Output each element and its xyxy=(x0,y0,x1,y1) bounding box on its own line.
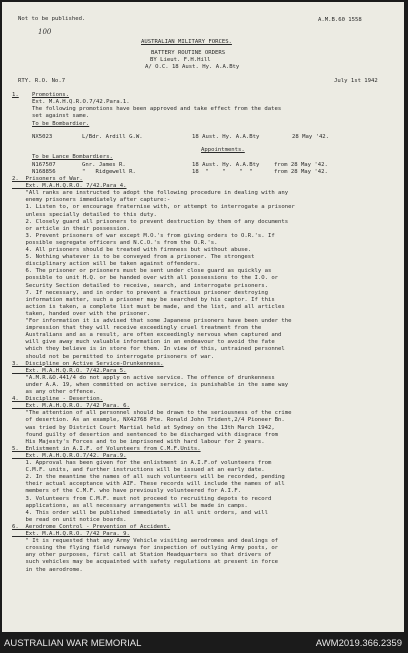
body-line: "For information it is advised that some Japanese prisoners have been under the xyxy=(12,318,292,324)
bombardier-heading: To be Bombardier. xyxy=(32,121,90,127)
body-line: will give away much valuable information in an endeavour to avoid the fate xyxy=(12,339,275,346)
body-line: Ext. M.A.H.Q.R.O. 7/42.Para 5. xyxy=(12,367,127,374)
body-line: such vehicles may be acquainted with safety regulations at present in force xyxy=(12,559,279,566)
body-line: 6. The prisoner or prisoners must be sent under close guard as quickly as xyxy=(12,268,272,275)
body-line: as any other offence. xyxy=(12,389,97,395)
appointment-name: " Ridgewell R. xyxy=(82,169,136,175)
body-line: 3. Prevent prisoners of war except M.O.'s from giving orders to O.R.'s. If xyxy=(12,232,275,239)
body-line: should not be permitted to interrogate prisoners of war. xyxy=(12,353,215,360)
section-1-number: 1. xyxy=(12,92,19,98)
promotion-unit: 18 Aust. Hy. A.A.Bty xyxy=(192,134,260,140)
body-line: Ext. M.A.H.Q.R.O. 7/42.Para 4. xyxy=(12,183,127,190)
body-line: applications, as all necessary arrangements will be made in camps. xyxy=(12,502,248,509)
promotion-date: 28 May '42. xyxy=(292,134,330,140)
promotion-col-no: NX5023 xyxy=(32,134,53,140)
body-line: 7. If necessary, and in order to prevent a fractious prisoner destroying xyxy=(12,289,268,296)
body-line: 3. Discipline on Active Service-Drunkenness. xyxy=(12,360,164,367)
footer-bar xyxy=(0,634,408,653)
body-line: 1. Listen to, or encourage fraternise with, or attempt to interrogate a prisoner xyxy=(12,204,295,211)
lance-bombardier-heading: To be Lance Bombardiers. xyxy=(32,154,113,160)
reference-number: A.M.B.60 1558 xyxy=(318,17,362,23)
appointment-date: from 28 May '42. xyxy=(274,169,328,175)
body-line: be read on unit notice boards. xyxy=(12,516,127,523)
body-line: "A.M.R.&O.441/4 do not apply on active service. The offence of drunkenness xyxy=(12,374,275,381)
body-line: under A.A. 19, when committed on active service, is punishable in the same way xyxy=(12,381,289,388)
order-date: July 1st 1942 xyxy=(334,78,378,84)
body-line: 1. Approval has been given for the enlistment in A.I.F.of volunteers from xyxy=(12,460,272,466)
body-line: which they believe is in store for them. In view of this, untrained personnel xyxy=(12,346,285,353)
by-line: BY Lieut. F.H.Hill xyxy=(150,57,211,63)
body-line: 6. Aerodrome Control - Prevention of Accident. xyxy=(12,523,171,530)
section-1-line: Ext. M.A.H.Q.R.O.7/42.Para.1. xyxy=(32,99,130,105)
section-1-line: The following promotions have been approved and take effect from the dates xyxy=(32,106,282,112)
body-line: Ext. M.A.H.Q.R.O. 7/42 Para. 6. xyxy=(12,403,130,410)
body-line: 3. Volunteers from C.M.F. must not proceed to recruiting depots to record xyxy=(12,495,272,502)
order-number: RTY. R.O. No.7 xyxy=(18,78,66,84)
appointment-date: from 28 May '42. xyxy=(274,162,328,168)
body-line: Ext. M.A.H.Q.R.O.7/42. Para.9. xyxy=(12,452,127,459)
appointment-unit: 18 Aust. Hy. A.A.Bty xyxy=(192,162,260,168)
body-line: or article in their possession. xyxy=(12,225,130,232)
body-line: possible to unit H.Q. or be handed over with all possessions to the I.O. or xyxy=(12,275,279,282)
handwritten-mark: 100 xyxy=(38,28,52,36)
body-line: C.M.F. units, and further instructions will be issued at an early date. xyxy=(12,467,265,474)
body-line: in the aerodrome. xyxy=(12,566,83,573)
body-line: information matter, such a prisoner may be searched by his captor. If this xyxy=(12,296,275,303)
body-line: 2. Closely guard all prisoners to prevent destruction by them of any documents xyxy=(12,218,289,225)
body-line: unless specially detailed to this duty. xyxy=(12,211,157,218)
body-line: possible segregate officers and N.C.O.'s from the O.R.'s. xyxy=(12,239,218,246)
body-line: Ext. M.A.H.Q.R.O. 7/42 Para. 9. xyxy=(12,531,130,537)
body-line: 5. Enlistment in A.I.F. of Volunteers from C.M.F.Units. xyxy=(12,445,201,452)
appointment-name: Gnr. James R. xyxy=(82,162,126,168)
oc-line: A/ O.C. 18 Aust. Hy. A.A.Bty xyxy=(145,64,240,70)
body-line: "The attention of all personnel should be drawn to the seriousness of the crime xyxy=(12,410,292,417)
body-line: disciplinary action will be taken against offenders. xyxy=(12,261,201,268)
document-page xyxy=(2,2,404,632)
body-line: found guilty of desertion and sentenced to be discharged with disgrace from xyxy=(12,431,279,438)
body-line: "All ranks are instructed to adopt the following procedure in dealing with any xyxy=(12,190,289,197)
appointment-unit: 18 " " " " xyxy=(192,169,253,175)
promotion-name: L/Bdr. Ardill G.W. xyxy=(82,134,143,140)
body-line: impression that they will receive exceedingly cruel treatment from the xyxy=(12,325,262,332)
body-line: 4. Discipline - Desertion. xyxy=(12,396,103,403)
body-line: 4. All prisoners should be treated with firmness but without abuse. xyxy=(12,247,252,253)
body-line: 2. In the meantime the names of all such volunteers will be recorded, pending xyxy=(12,474,285,481)
body-line: members of the C.M.F. who have previously volunteered for A.I.F. xyxy=(12,488,242,495)
not-published-notice: Not to be published. xyxy=(18,16,86,22)
footer-accession-id: AWM2019.366.2359 xyxy=(315,638,402,649)
body-line: 5. Nothing whatever is to be conveyed from a prisoner. The strongest xyxy=(12,254,255,261)
footer-source: AUSTRALIAN WAR MEMORIAL xyxy=(4,638,142,649)
section-1-title: Promotions. xyxy=(32,92,70,98)
body-line: " It is requested that any Army Vehicle visiting aerodromes and dealings of xyxy=(12,538,279,545)
body-line: action is taken, a complete list must be made, and the list, and all articles xyxy=(12,303,285,310)
body-line: taken, handed over with the prisoner. xyxy=(12,310,151,317)
body-line: Security Section detailed to receive, search, and interrogate prisoners. xyxy=(12,282,268,289)
body-line: Australians and as a result, are often exceedingly nervous when captured and xyxy=(12,332,282,339)
body-line: of desertion. As an example, NX42768 Pte. Ronald John Trident,2/4 Pioneer Bn. xyxy=(12,417,285,424)
body-line: their actual acceptance with AIF. These records will include the names of all xyxy=(12,481,285,488)
body-line: was tried by District Court Martial held at Sydney on the 13th March 1942, xyxy=(12,424,275,431)
body-line: 2. Prisoners of War. xyxy=(12,176,83,182)
body-line: 4. This order will be published immediately in all unit orders, and will xyxy=(12,509,268,516)
body-line: His Majesty's Forces and to be imprisoned with hard labour for 2 years. xyxy=(12,438,265,445)
section-1-line: set against same. xyxy=(32,113,90,119)
body-line: any other purposes, first call at Station Headquarters so that drivers of xyxy=(12,552,272,559)
appointment-col-no: N167507 xyxy=(32,162,56,168)
body-line: crossing the flying field runways for inspection of outlying Army posts, or xyxy=(12,545,279,552)
appointments-heading: Appointments. xyxy=(201,147,245,153)
orders-title: BATTERY ROUTINE ORDERS xyxy=(151,50,226,56)
appointment-col-no: N168856 xyxy=(32,169,56,175)
org-title: AUSTRALIAN MILITARY FORCES. xyxy=(141,39,232,45)
body-line: enemy prisoners immediately after capture:- xyxy=(12,197,171,204)
